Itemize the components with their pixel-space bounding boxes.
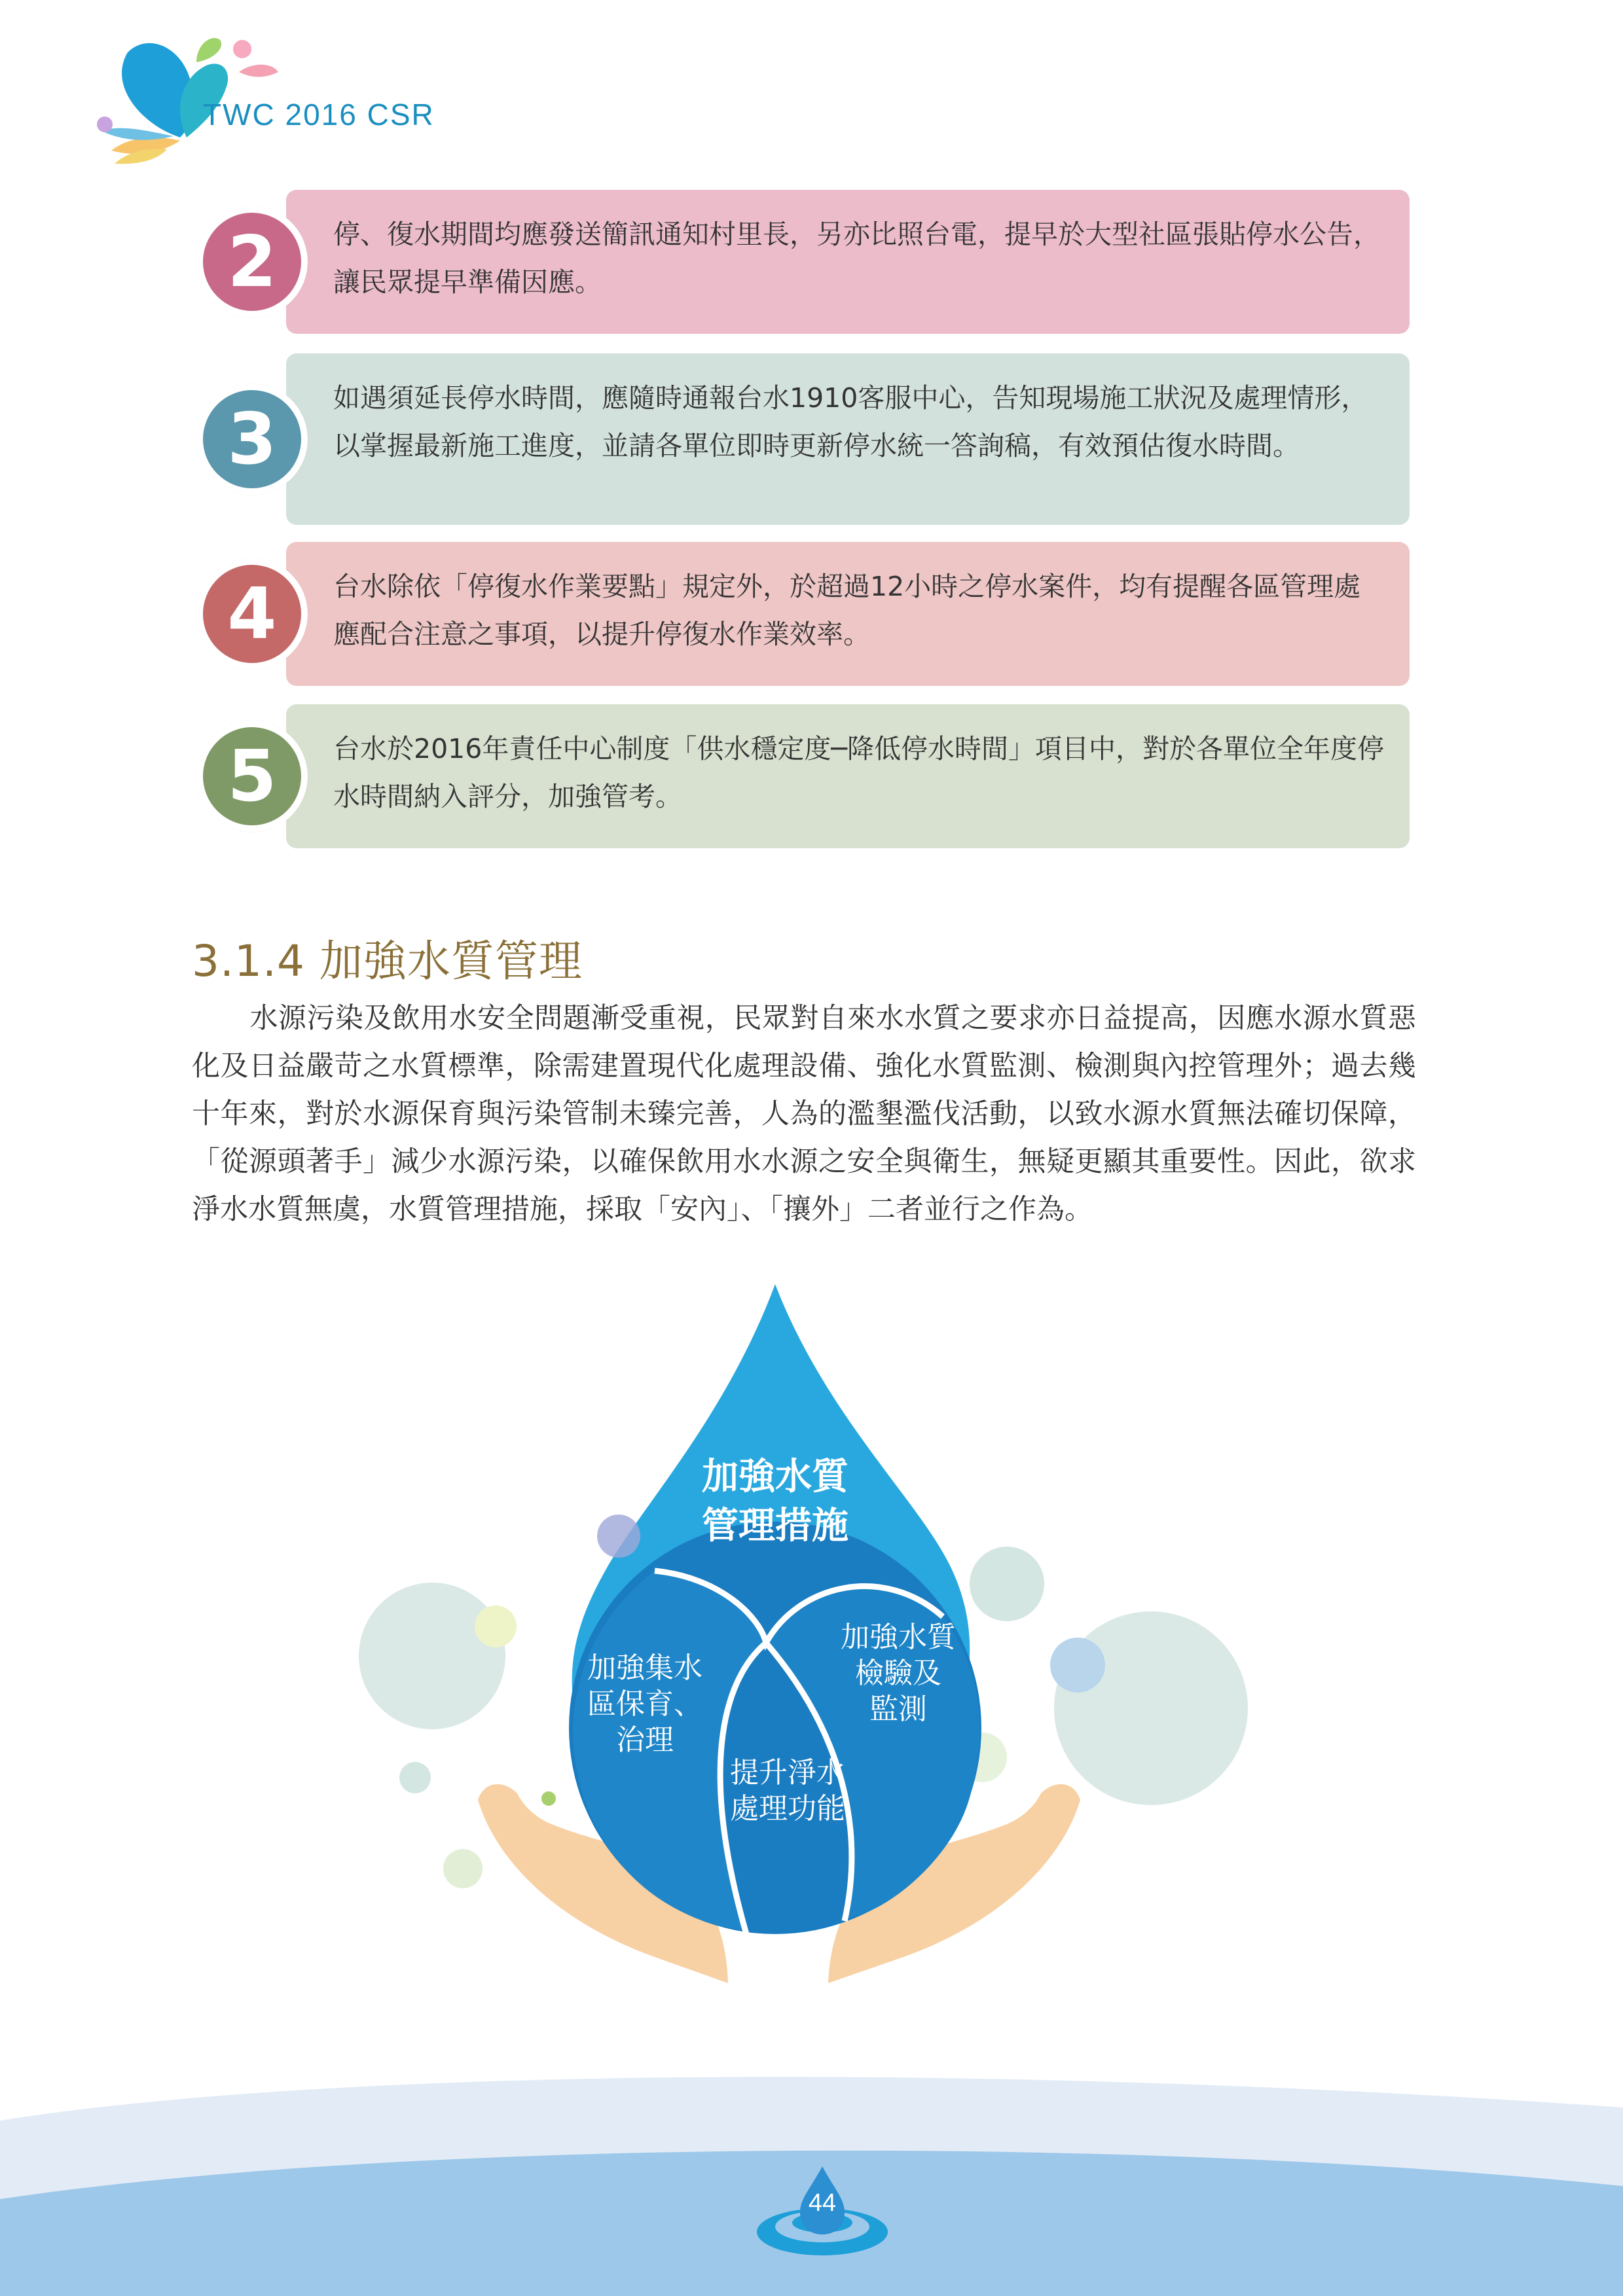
bubble-decoration <box>359 1583 505 1729</box>
segment-center-line2: 處理功能 <box>730 1792 845 1825</box>
diagram-title-line2: 管理措施 <box>702 1505 848 1547</box>
segment-right-line2: 檢驗及 <box>855 1657 941 1690</box>
segment-left-line2: 區保育、 <box>587 1687 702 1721</box>
info-text: 如遇須延長停水時間，應隨時通報台水1910客服中心，告知現場施工狀況及處理情形，以掌握最新施工進度，並請各單位即時更新停水統一答詢稿，有效預估復水時間。 <box>333 382 1368 461</box>
bubble-decoration <box>399 1762 431 1793</box>
info-text: 台水除依「停復水作業要點」規定外，於超過12小時之停水案件，均有提醒各區管理處應配合注意之事項，以提升停復水作業效率。 <box>333 571 1361 650</box>
info-box-2 <box>286 190 1410 334</box>
paragraph-text: 水源污染及飲用水安全問題漸受重視，民眾對自來水水質之要求亦日益提高，因應水源水質惡化及日益嚴苛之水質標準，除需建置現代化處理設備、強化水質監測、檢測與內控管理外；過去幾十年來，對於水源保育與污染管制未臻完善，人為的濫墾濫伐活動，以致水源水質無法確切保障，「從源頭著手」減少水源污染，以確保飲用水水源之安全與衛生，無疑更顯其重要性。因此，欲求淨水水質無虞，水質管理措施，採取「安內」、「攘外」二者並行之作為。 <box>192 1002 1416 1226</box>
bubble-decoration <box>443 1849 483 1888</box>
number-badge-2: 2 <box>196 206 308 317</box>
section-title: 3.1.4 加強水質管理 <box>192 936 583 986</box>
number-badge-4: 4 <box>196 558 308 670</box>
segment-right-line1: 加強水質 <box>841 1621 956 1654</box>
info-text: 台水於2016年責任中心制度「供水穩定度─降低停水時間」項目中，對於各單位全年度停水時間納入評分，加強管考。 <box>333 733 1385 812</box>
logo-text: TWC 2016 CSR <box>203 98 435 132</box>
info-box-3 <box>286 353 1410 525</box>
bubble-decoration <box>1050 1638 1105 1693</box>
number-badge-3: 3 <box>196 384 308 495</box>
water-quality-diagram <box>0 1276 1623 2009</box>
section-paragraph <box>192 995 1416 1234</box>
page-number: 44 <box>808 2189 837 2217</box>
number-badge-5: 5 <box>196 721 308 832</box>
segment-left-line1: 加強集水 <box>587 1651 702 1685</box>
footer-wave <box>0 2062 1623 2296</box>
info-box-4 <box>286 542 1410 686</box>
bubble-decoration <box>541 1791 556 1806</box>
bubble-decoration <box>475 1605 517 1647</box>
segment-right-line3: 監測 <box>869 1693 927 1726</box>
info-text: 停、復水期間均應發送簡訊通知村里長，另亦比照台電，提早於大型社區張貼停水公告，讓民眾提早準備因應。 <box>333 219 1380 298</box>
segment-center-line1: 提升淨水 <box>730 1756 845 1789</box>
bubble-decoration <box>970 1547 1044 1621</box>
segment-left-line3: 治理 <box>616 1723 674 1757</box>
diagram-title-line1: 加強水質 <box>702 1456 848 1498</box>
bubble-decoration <box>597 1515 640 1558</box>
info-box-5 <box>286 704 1410 848</box>
